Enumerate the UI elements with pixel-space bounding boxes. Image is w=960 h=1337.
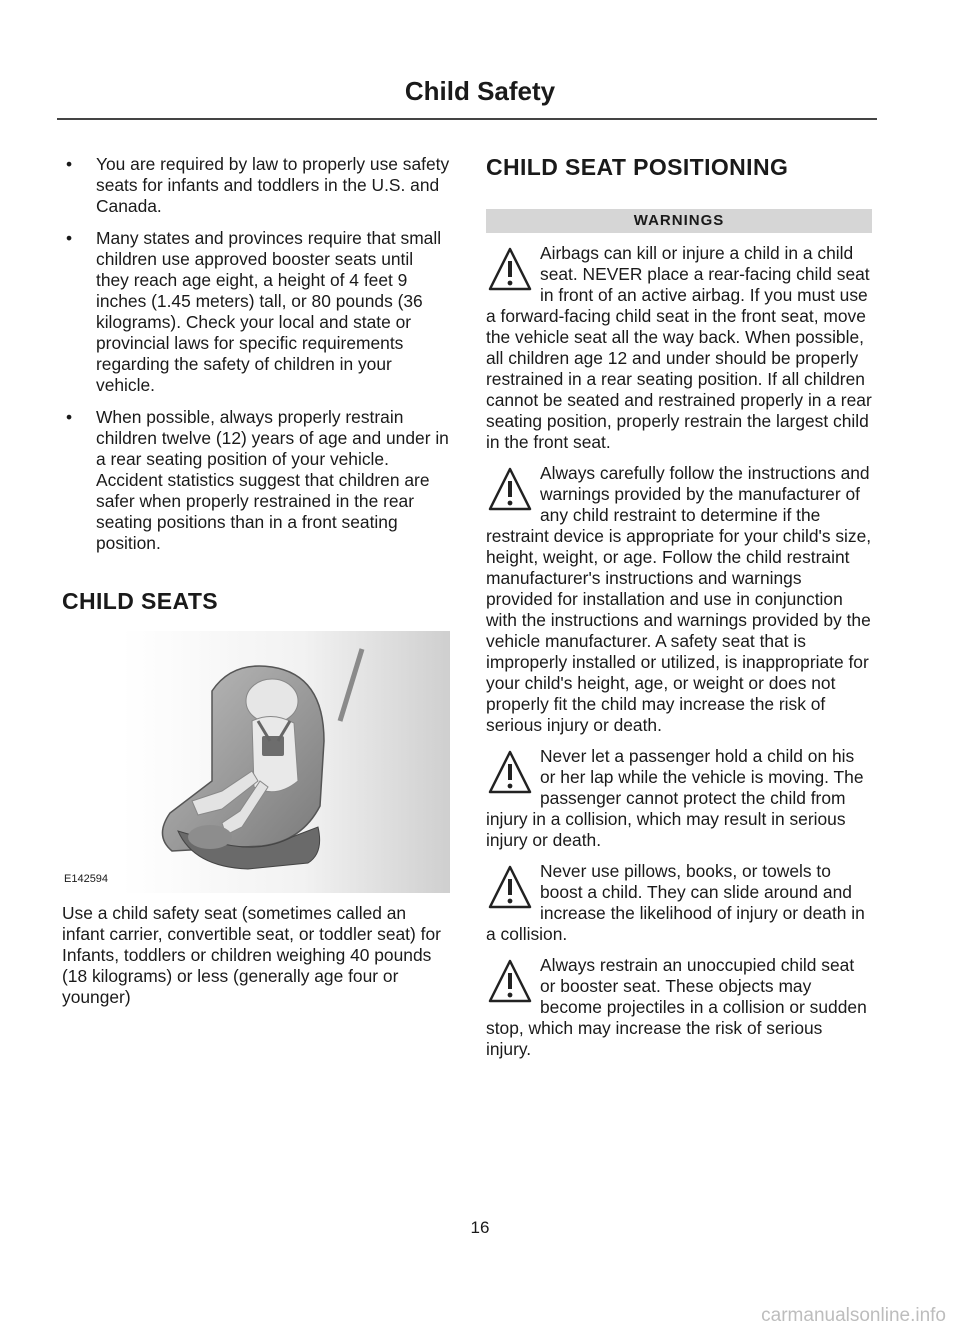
child-seats-heading: CHILD SEATS <box>62 588 219 614</box>
warning-item <box>486 746 872 851</box>
warning-item <box>486 861 872 945</box>
list-item: • Many states and provinces require that small children use approved booster seats until they reach age eight, a height of 4 feet 9 inches (1.45 meters) tall, or 80 pounds (36 kilograms). Check your local and state or provincial laws for specific requirements regarding the safety of children in your vehicle. <box>66 228 442 395</box>
warning-text: Never let a passenger hold a child on his or her lap while the vehicle is moving. The passenger cannot protect the child from injury in a collision, which may result in serious injury or death. <box>486 746 864 850</box>
list-item: • When possible, always properly restrain children twelve (12) years of age and under in a rear seating position of your vehicle. Accident statistics suggest that children are safer when properly restrained in the rear seating positions than in a front seating position. <box>66 407 449 553</box>
warning-triangle-icon <box>486 861 534 921</box>
warning-text: Always restrain an unoccupied child seat or booster seat. These objects may become projectiles in a collision or sudden stop, which may increase the risk of serious injury. <box>486 955 867 1059</box>
warning-item <box>486 243 872 453</box>
warning-text: Never use pillows, books, or towels to boost a child. They can slide around and increase the likelihood of injury or death in a collision. <box>486 861 865 944</box>
figure-label: E142594 <box>64 873 109 885</box>
requirements-list <box>62 154 450 554</box>
warning-triangle-icon <box>486 955 534 1015</box>
warning-triangle-icon <box>486 463 534 523</box>
warning-text: Always carefully follow the instructions and warnings provided by the manufacturer of any child restraint to determine if the restraint device is appropriate for your child's size, height, weight, or age. Follow the child restraint manufacturer's instructions and warnings provided for installation and use in conjunction with the instructions and warnings provided by the vehicle manufacturer. A safety seat that is improperly installed or utilized, is inappropriate for your child's height, age, or weight or does not properly fit the child may increase the risk of serious injury or death. <box>486 463 872 735</box>
right-column <box>486 154 872 1060</box>
child-seat-icon <box>62 631 450 893</box>
watermark[interactable]: carmanualsonline.info <box>761 1305 946 1326</box>
child-seat-illustration <box>62 631 450 893</box>
warning-text: Airbags can kill or injure a child in a child seat. NEVER place a rear-facing child seat in front of an active airbag. If you must use a forward-facing child seat in the front seat, move the vehicle seat all the way back. When possible, all children age 12 and under should be properly restrained in a rear seating position. If all children cannot be seated and restrained properly in a rear seating position, properly restrain the largest child in the front seat. <box>486 243 872 452</box>
left-column <box>62 154 450 1008</box>
child-seat-positioning-heading: CHILD SEAT POSITIONING <box>486 154 789 180</box>
warning-item <box>486 463 872 736</box>
bullet-icon: • <box>66 154 73 174</box>
warning-item <box>486 955 872 1060</box>
header-divider <box>57 118 877 120</box>
bullet-icon: • <box>66 407 73 427</box>
page-title: Child Safety <box>404 76 556 106</box>
bullet-icon: • <box>66 228 73 248</box>
warnings-label: WARNINGS <box>486 209 872 233</box>
warning-triangle-icon <box>486 746 534 806</box>
child-seats-text: Use a child safety seat (sometimes called an infant carrier, convertible seat, or toddler seat) for Infants, toddlers or children weighing 40 pounds (18 kilograms) or less (generally age four or younger) <box>62 903 441 1007</box>
list-item: • You are required by law to properly use safety seats for infants and toddlers in the U.S. and Canada. <box>66 154 450 216</box>
page-number: 16 <box>470 1218 490 1237</box>
warning-triangle-icon <box>486 243 534 303</box>
